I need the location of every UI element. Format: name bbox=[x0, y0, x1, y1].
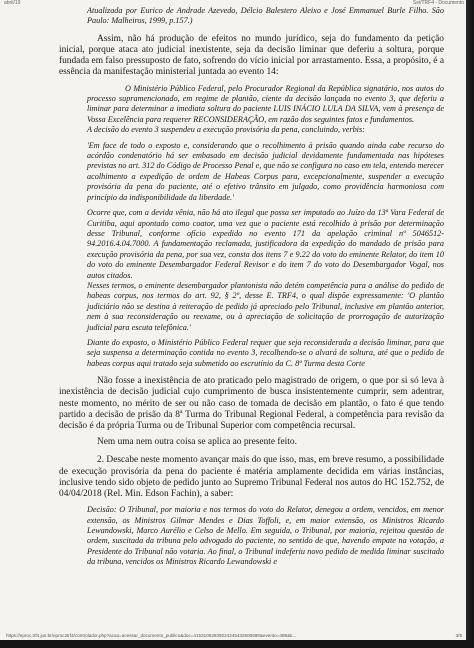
quote-paragraph: Diante do exposto, o Ministério Público Federal requer que seja reconsiderada a decisão liminar, para que seja suspensa a determinação contida no evento 3, recolhendo-se o alvará de soltura, até que o pedido de habeas corpus aqui tratado seja submetido ao escrutínio da C. 8ª Turma desta Corte bbox=[87, 337, 444, 368]
body-paragraph: Assim, não há produção de efeitos no mundo jurídico, seja do fundamento da petição inicial, porque ataca ato judicial inexistente, seja da decisão liminar que deferiu a soltura, porque fundada em falso pressuposto de fato, sofrendo do vício inicial por arrastamento. Essa, a propósito, é a essência da manifestação ministerial juntada ao evento 14: bbox=[59, 33, 444, 78]
print-footer bbox=[6, 630, 462, 638]
block-quote bbox=[87, 84, 444, 370]
numbered-paragraph: 2. Descabe neste momento avançar mais do que isso, mas, em breve resumo, a possibilidade de execução provisória da pena do paciente é matéria amplamente decidida em várias instâncias, inclusive tendo sido objeto de pedido junto ao Supremo Tribunal Federal nos autos do HC 152.752, de 04/04/2018 (Rel. Min. Edson Fachin), a saber: bbox=[59, 455, 444, 500]
print-header-date: abril/19 bbox=[4, 0, 21, 6]
quote-paragraph: Ocorre que, com a devida vênia, não há ato ilegal que possa ser imputado ao Juízo da 13ª Vara Federal de Curitiba, aqui apontado como coator, uma vez que o paciente está recolhido à prisão por determinação desse Tribunal, conforme ofício expedido no evento 171 da apelação criminal nº 5046512-94.2016.4.04.7000. A fundamentação reclamada, justificadora da expedição do mandado de prisão para execução provisória da pena, por sua vez, consta dos itens 7 e 9.22 do voto do eminente Relator, do item 10 do voto do eminente Desembargador Federal Revisor e do item 7 do voto do Desembargador Vogal, nos autos citados. bbox=[87, 208, 444, 280]
print-header-title: Sei/TRF4 - Documento bbox=[412, 0, 464, 6]
document-body bbox=[59, 6, 444, 568]
quote-paragraph: Decisão: O Tribunal, por maioria e nos termos do voto do Relator, denegou a ordem, vencidos, em menor extensão, os Ministros Gilmar Mendes e Dias Toffoli, e, em maior extensão, os Ministros Ricardo Lewandowski, Marco Aurélio e Celso de Mello. Em seguida, o Tribunal, por maioria, rejeitou questão de ordem, suscitada da tribuna pelo advogado do paciente, no sentido de que, havendo empate na votação, a Presidente do Tribunal não votaria. Ao final, o Tribunal indeferiu novo pedido de medida liminar suscitado da tribuna, vencidos os Ministros Ricardo Lewandowski e bbox=[87, 505, 444, 567]
quote-paragraph: O Ministério Público Federal, pelo Procurador Regional da República signatário, nos autos do processo supramencionado, em regime de plantão, ciente da decisão lançada no evento 3, que deferiu a liminar para determinar a imediata soltura do paciente LUIS INÁCIO LULA DA SILVA, vem à presença de Vossa Excelência para requerer RECONSIDERAÇÃO, em razão dos seguintes fatos e fundamentos. bbox=[87, 83, 444, 124]
body-paragraph: Nem uma nem outra coisa se aplica ao presente feito. bbox=[97, 437, 297, 448]
quote-paragraph: Nesses termos, o eminente desembargador plantonista não detém competência para a análise do pedido de habeas corpus, nos termos do art. 92, § 2º, desse E. TRF4, o qual dispõe expressamente: 'O plantão judiciário não se destina à reiteração de pedido já apreciado pelo Tribunal, inclusive em plantão anterior, nem à sua reconsideração ou reexame, ou à apreciação de solicitação de prorrogação de autorização judicial para escuta telefônica.' bbox=[87, 280, 444, 332]
page-edge-shadow bbox=[466, 0, 474, 648]
document-url[interactable]: https://eproc.trf4.jus.br/eproc2trf4/controlador.php?acao=acessar_documento_publico&doc=41531062839224245432500698&evento=489&k... bbox=[6, 633, 297, 638]
citation-continuation: Atualizada por Eurico de Andrade Azevedo, Délcio Balestero Aleixo e José Emmanuel Burle Filho. São Paulo: Malheiros, 1999, p.157.) bbox=[87, 6, 444, 26]
body-paragraph: Não fosse a inexistência de ato praticado pelo magistrado de origem, o que por si só leva à inexistência de decisão judicial cujo cumprimento de busca insistentemente cumprir, sem adentrar, neste momento, no mérito de ser ou não caso de tomada de decisão em plantão, o fato é que tendo partido a decisão de prisão da 8ª Turma do Tribunal Regional Federal, a competência para revisão da decisão é da própria Turma ou de Tribunal Superior com competência recursal. bbox=[59, 376, 444, 431]
page-bottom-edge bbox=[0, 640, 474, 648]
quote-paragraph: 'Em face de todo o exposto e, considerando que o recolhimento à prisão quando ainda cabe recurso do acórdão condenatório há ser embasado em decisão judicial devidamente fundamentada nas hipóteses previstas no art. 312 do Código de Processo Penal e, que não se configura no caso em tela, entendo merecer acolhimento a expedição de ordem de Habeas Corpus para, excepcionalmente, suspender a execução provisória da pena do paciente, até o efetivo trânsito em julgado, como providência harmoniosa com princípio da indisponibilidade da liberdade.' bbox=[87, 140, 444, 202]
page-number: 3/6 bbox=[455, 633, 462, 638]
quote-paragraph: A decisão do evento 3 suspendeu a execução provisória da pena, concluindo, verbis: bbox=[87, 125, 365, 135]
